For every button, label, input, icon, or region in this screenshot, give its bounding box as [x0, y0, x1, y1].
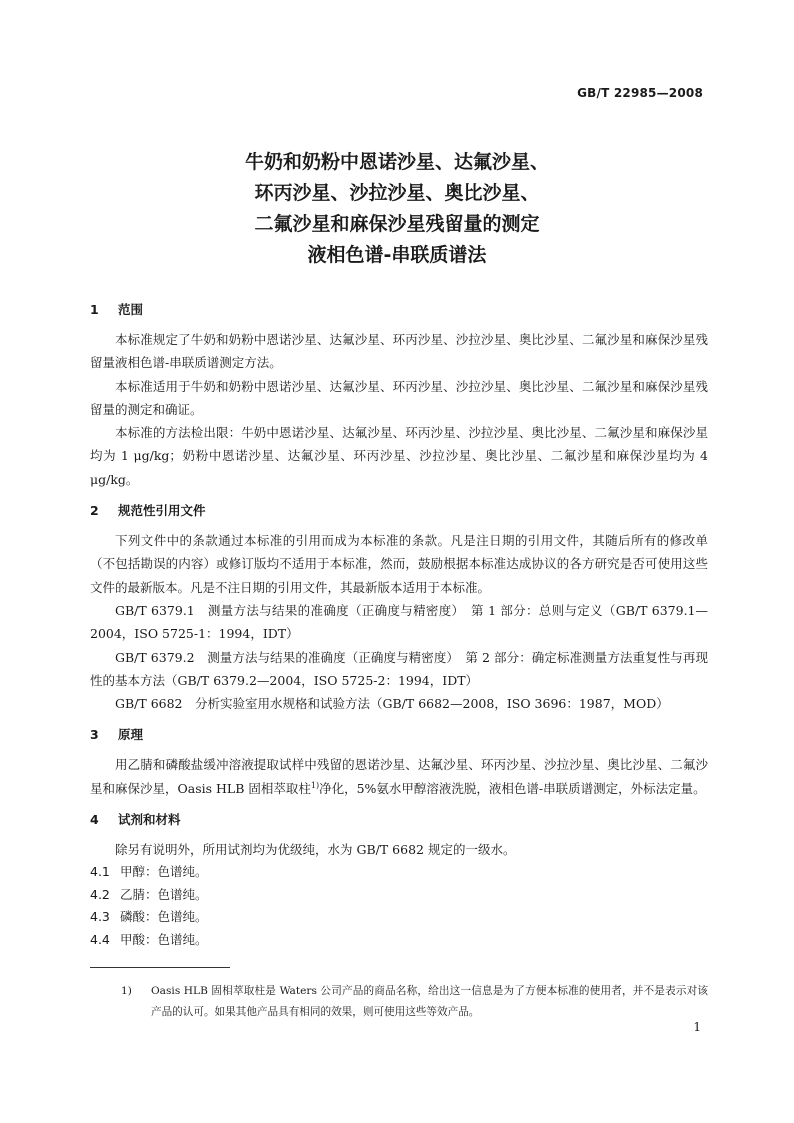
subclause-number: 4.4 [90, 931, 110, 947]
reference-entry: GB/T 6682 分析实验室用水规格和试验方法（GB/T 6682—2008，ISO 3696：1987，MOD） [115, 696, 669, 712]
footnote-text: Oasis HLB 固相萃取柱是 Waters 公司产品的商品名称，给出这一信息是为了方便本标准的使用者，并不是表示对该产品的认可。如果其他产品具有相同的效果，则可使用这些等效产品。 [151, 985, 708, 1018]
paragraph: 本标准适用于牛奶和奶粉中恩诺沙星、达氟沙星、环丙沙星、沙拉沙星、奥比沙星、二氟沙星和麻保沙星残留量的测定和确证。 [90, 378, 708, 417]
document-title [0, 147, 794, 271]
section-title: 范围 [118, 302, 144, 317]
title-line: 环丙沙星、沙拉沙星、奥比沙星、 [254, 182, 540, 204]
reference-entry: GB/T 6379.1 测量方法与结果的准确度（正确度与精密度） 第 1 部分：总则与定义（GB/T 6379.1—2004，ISO 5725-1：1994，IDT） [90, 602, 708, 642]
subclause-number: 4.1 [90, 864, 110, 880]
section-heading-principle [90, 725, 708, 745]
page-number: 1 [693, 1020, 701, 1034]
subclause [90, 906, 708, 929]
footnote-reference: 1) [310, 780, 320, 790]
title-line: 液相色谱-串联质谱法 [307, 244, 487, 266]
footnote-divider [90, 967, 230, 968]
section-heading-normative-references [90, 501, 708, 521]
title-line: 二氟沙星和麻保沙星残留量的测定 [254, 213, 540, 235]
paragraph: 下列文件中的条款通过本标准的引用而成为本标准的条款。凡是注日期的引用文件，其随后所有的修改单（不包括勘误的内容）或修订版均不适用于本标准，然而，鼓励根据本标准达成协议的各方研究是否可使用这些文件的最新版本。凡是不注日期的引用文件，其最新版本适用于本标准。 [90, 533, 708, 595]
subclause-number: 4.3 [90, 909, 110, 925]
footnote [123, 981, 708, 1023]
section-heading-scope [90, 300, 708, 320]
section-title: 原理 [118, 727, 144, 743]
subclause-text: 甲酸：色谱纯。 [120, 931, 208, 947]
subclause-text: 磷酸：色谱纯。 [120, 909, 208, 925]
paragraph: 本标准的方法检出限：牛奶中恩诺沙星、达氟沙星、环丙沙星、沙拉沙星、奥比沙星、二氟沙星和麻保沙星均为 1 μg/kg；奶粉中恩诺沙星、达氟沙星、环丙沙星、沙拉沙星、奥比沙星、二氟沙星和麻保沙星均为 4 μg/kg。 [90, 425, 708, 487]
document-body [90, 300, 708, 951]
section-number: 3 [90, 727, 99, 743]
subclause [90, 861, 708, 884]
section-title: 规范性引用文件 [118, 503, 206, 519]
section-title: 试剂和材料 [118, 812, 181, 828]
paragraph [90, 753, 708, 800]
subclause [90, 884, 708, 907]
subclause-text: 乙腈：色谱纯。 [120, 886, 208, 902]
subclause-number: 4.2 [90, 886, 110, 902]
subclause-text: 甲醇：色谱纯。 [120, 864, 208, 880]
paragraph: 除另有说明外，所用试剂均为优级纯，水为 GB/T 6682 规定的一级水。 [115, 842, 516, 858]
title-line: 牛奶和奶粉中恩诺沙星、达氟沙星、 [244, 151, 549, 173]
section-heading-reagents [90, 810, 708, 830]
principle-text: 净化，5%氨水甲醇溶液洗脱，液相色谱-串联质谱测定，外标法定量。 [319, 780, 706, 796]
subclause [90, 929, 708, 952]
section-number: 4 [90, 812, 99, 828]
footnote-mark: 1) [121, 985, 132, 997]
section-number: 2 [90, 503, 99, 519]
section-number: 1 [90, 302, 99, 317]
paragraph: 本标准规定了牛奶和奶粉中恩诺沙星、达氟沙星、环丙沙星、沙拉沙星、奥比沙星、二氟沙星和麻保沙星残留量液相色谱-串联质谱测定方法。 [90, 332, 708, 371]
reference-entry: GB/T 6379.2 测量方法与结果的准确度（正确度与精密度） 第 2 部分：确定标准测量方法重复性与再现性的基本方法（GB/T 6379.2—2004，ISO 5725-2：1994，IDT） [90, 649, 708, 688]
principle-text: 用乙腈和磷酸盐缓冲溶液提取试样中残留的恩诺沙星、达氟沙星、环丙沙星、沙拉沙星、奥比沙星、二氟沙星和麻保沙星，Oasis HLB 固相萃取柱 [90, 757, 708, 796]
standard-code: GB/T 22985—2008 [577, 86, 703, 100]
